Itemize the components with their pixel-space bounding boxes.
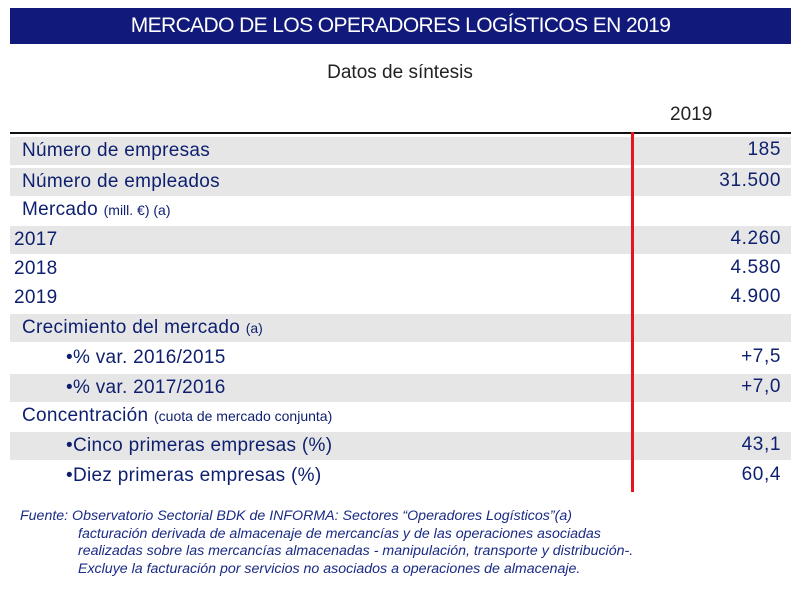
report-subtitle: Datos de síntesis [327, 62, 473, 83]
row-note: (a) [245, 320, 263, 336]
table-row [10, 168, 791, 196]
table-row [10, 137, 791, 165]
column-divider [631, 132, 634, 492]
table-row [10, 432, 791, 460]
row-label: •Diez primeras empresas (%) [66, 465, 322, 486]
row-label: 2017 [14, 229, 58, 250]
row-note: (mill. €) (a) [103, 202, 171, 218]
row-label: •% var. 2016/2015 [66, 347, 226, 368]
row-label: •Cinco primeras empresas (%) [66, 435, 333, 456]
table-row [10, 402, 791, 430]
row-label: Crecimiento del mercado (a) [22, 317, 263, 338]
row-label: Mercado (mill. €) (a) [22, 199, 171, 220]
header-rule [10, 132, 791, 134]
row-value: +7,5 [741, 346, 781, 367]
row-value: 60,4 [741, 464, 781, 485]
row-value: 4.260 [730, 228, 781, 249]
table-row [10, 226, 791, 254]
row-value: 31.500 [719, 170, 781, 191]
year-column-header: 2019 [670, 104, 713, 125]
table-row [10, 344, 791, 372]
row-value: 185 [747, 139, 781, 160]
row-value: 4.900 [730, 286, 781, 307]
row-label: Número de empleados [22, 171, 220, 192]
row-label: Concentración (cuota de mercado conjunta) [22, 405, 333, 426]
footnote-line: facturación derivada de almacenaje de mercancías y de las operaciones asociadas [78, 525, 601, 542]
row-label: •% var. 2017/2016 [66, 377, 226, 398]
row-value: 4.580 [730, 257, 781, 278]
row-value: 43,1 [741, 434, 781, 455]
footnote-line: realizadas sobre las mercancías almacenadas - manipulación, transporte y distribución-. [78, 543, 634, 559]
row-label: Número de empresas [22, 140, 211, 161]
table-row [10, 314, 791, 342]
table-row [10, 196, 791, 224]
row-label: 2018 [14, 258, 58, 279]
source-footnote [20, 508, 795, 578]
table-row [10, 462, 791, 490]
report-title: MERCADO DE LOS OPERADORES LOGÍSTICOS EN 2019 [10, 8, 791, 44]
table-row [10, 374, 791, 402]
row-label: 2019 [14, 287, 58, 308]
table-row [10, 284, 791, 312]
footnote-line: Excluye la facturación por servicios no asociados a operaciones de almacenaje. [78, 560, 581, 577]
row-note: (cuota de mercado conjunta) [154, 408, 333, 424]
table-row [10, 255, 791, 283]
row-value: +7,0 [741, 376, 781, 397]
footnote-line: Fuente: Observatorio Sectorial BDK de INFORMA: Sectores “Operadores Logísticos”(a) [20, 508, 572, 524]
